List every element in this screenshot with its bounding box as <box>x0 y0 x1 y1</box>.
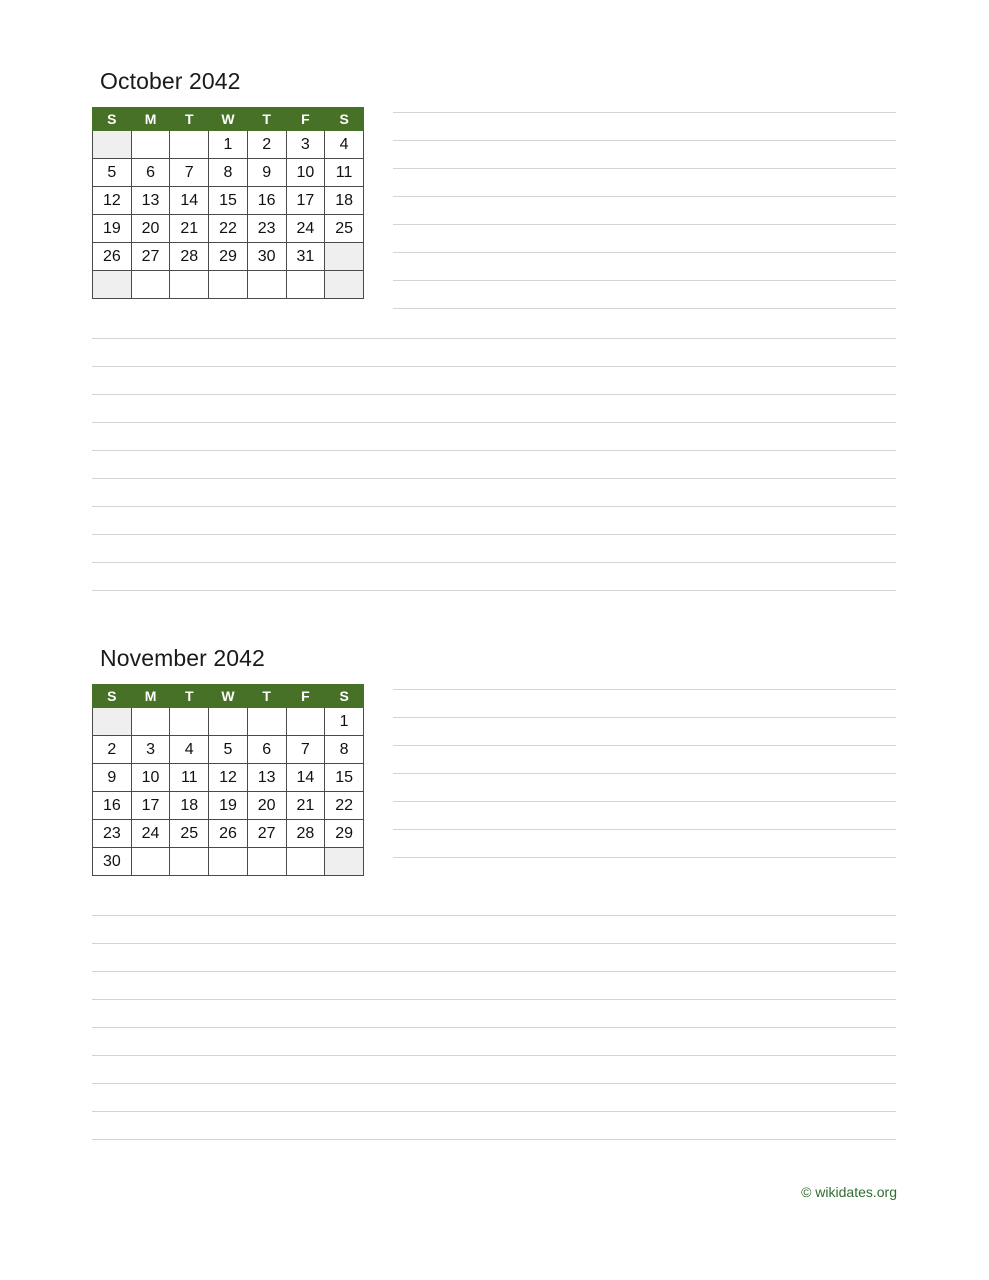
day-cell: 11 <box>170 764 209 792</box>
page-title-november: November 2042 <box>100 645 265 671</box>
day-cell: 30 <box>247 243 286 271</box>
day-cell <box>247 708 286 736</box>
note-line <box>393 140 896 141</box>
day-cell: 9 <box>247 159 286 187</box>
day-cell: 4 <box>325 131 364 159</box>
month-block-october <box>92 68 364 299</box>
day-cell: 22 <box>209 215 248 243</box>
day-cell <box>131 708 170 736</box>
note-line <box>393 689 896 690</box>
day-cell: 13 <box>131 187 170 215</box>
day-cell: 27 <box>131 243 170 271</box>
day-cell <box>131 848 170 876</box>
calendar-week-row <box>93 131 364 159</box>
day-cell: 25 <box>170 820 209 848</box>
day-cell <box>209 271 248 299</box>
day-cell <box>325 848 364 876</box>
day-cell <box>286 848 325 876</box>
day-cell: 19 <box>209 792 248 820</box>
day-cell: 17 <box>131 792 170 820</box>
day-cell: 10 <box>286 159 325 187</box>
day-cell: 29 <box>325 820 364 848</box>
day-cell: 10 <box>131 764 170 792</box>
day-cell: 6 <box>247 736 286 764</box>
note-line <box>92 478 896 479</box>
day-cell: 28 <box>170 243 209 271</box>
day-cell <box>93 131 132 159</box>
weekday-header-sun: S <box>93 108 132 131</box>
day-cell <box>286 271 325 299</box>
weekday-header-sat: S <box>325 108 364 131</box>
day-cell: 24 <box>131 820 170 848</box>
page-title-october: October 2042 <box>100 68 241 94</box>
weekday-header-row <box>93 685 364 708</box>
calendar-week-row <box>93 792 364 820</box>
day-cell: 26 <box>93 243 132 271</box>
day-cell: 21 <box>286 792 325 820</box>
month-block-november <box>92 645 364 876</box>
day-cell: 25 <box>325 215 364 243</box>
day-cell: 16 <box>247 187 286 215</box>
note-line <box>92 338 896 339</box>
weekday-header-wed: W <box>209 685 248 708</box>
day-cell: 8 <box>209 159 248 187</box>
weekday-header-thu: T <box>247 108 286 131</box>
day-cell: 14 <box>286 764 325 792</box>
day-cell: 6 <box>131 159 170 187</box>
day-cell <box>170 848 209 876</box>
calendar-week-row <box>93 187 364 215</box>
day-cell <box>247 848 286 876</box>
note-line <box>92 915 896 916</box>
day-cell: 24 <box>286 215 325 243</box>
note-line <box>92 394 896 395</box>
weekday-header-mon: M <box>131 685 170 708</box>
note-line <box>393 280 896 281</box>
note-line <box>92 422 896 423</box>
calendar-week-row <box>93 848 364 876</box>
note-line <box>393 308 896 309</box>
note-line <box>92 1139 896 1140</box>
day-cell <box>93 271 132 299</box>
weekday-header-thu: T <box>247 685 286 708</box>
footer-site-link[interactable]: wikidates.org <box>815 1184 897 1200</box>
day-cell: 4 <box>170 736 209 764</box>
copyright-symbol: © <box>801 1184 812 1200</box>
calendar-week-row <box>93 243 364 271</box>
day-cell: 30 <box>93 848 132 876</box>
day-cell: 3 <box>131 736 170 764</box>
day-cell: 23 <box>93 820 132 848</box>
note-line <box>393 773 896 774</box>
day-cell: 8 <box>325 736 364 764</box>
weekday-header-fri: F <box>286 685 325 708</box>
weekday-header-tue: T <box>170 108 209 131</box>
day-cell: 1 <box>209 131 248 159</box>
note-line <box>92 590 896 591</box>
day-cell: 27 <box>247 820 286 848</box>
note-line <box>92 999 896 1000</box>
calendar-week-row <box>93 215 364 243</box>
note-lines-bottom-full <box>92 915 896 1140</box>
note-line <box>393 112 896 113</box>
day-cell <box>131 131 170 159</box>
day-cell <box>209 848 248 876</box>
day-cell: 2 <box>247 131 286 159</box>
day-cell: 31 <box>286 243 325 271</box>
weekday-header-row <box>93 108 364 131</box>
day-cell: 20 <box>131 215 170 243</box>
day-cell: 21 <box>170 215 209 243</box>
day-cell <box>325 271 364 299</box>
day-cell: 18 <box>325 187 364 215</box>
note-line <box>92 366 896 367</box>
day-cell: 12 <box>209 764 248 792</box>
day-cell: 1 <box>325 708 364 736</box>
day-cell <box>325 243 364 271</box>
day-cell: 5 <box>209 736 248 764</box>
day-cell: 18 <box>170 792 209 820</box>
note-line <box>92 506 896 507</box>
day-cell: 9 <box>93 764 132 792</box>
note-line <box>393 801 896 802</box>
note-lines-bottom-right <box>393 689 896 858</box>
note-line <box>92 1111 896 1112</box>
calendar-week-row <box>93 736 364 764</box>
day-cell: 16 <box>93 792 132 820</box>
calendar-week-row <box>93 159 364 187</box>
note-line <box>393 857 896 858</box>
day-cell: 23 <box>247 215 286 243</box>
calendar-week-row <box>93 708 364 736</box>
note-line <box>393 196 896 197</box>
day-cell <box>93 708 132 736</box>
day-cell: 3 <box>286 131 325 159</box>
note-lines-top-right <box>393 112 896 309</box>
note-line <box>393 224 896 225</box>
day-cell: 14 <box>170 187 209 215</box>
day-cell: 7 <box>286 736 325 764</box>
note-line <box>92 562 896 563</box>
note-line <box>393 168 896 169</box>
day-cell: 15 <box>209 187 248 215</box>
day-cell <box>170 708 209 736</box>
day-cell: 11 <box>325 159 364 187</box>
calendar-week-row <box>93 764 364 792</box>
day-cell <box>170 131 209 159</box>
day-cell: 26 <box>209 820 248 848</box>
calendar-week-row <box>93 820 364 848</box>
day-cell: 20 <box>247 792 286 820</box>
note-line <box>92 943 896 944</box>
weekday-header-wed: W <box>209 108 248 131</box>
note-line <box>393 252 896 253</box>
note-line <box>92 971 896 972</box>
day-cell: 13 <box>247 764 286 792</box>
day-cell: 28 <box>286 820 325 848</box>
note-lines-top-full <box>92 338 896 591</box>
day-cell: 15 <box>325 764 364 792</box>
day-cell: 2 <box>93 736 132 764</box>
note-line <box>92 450 896 451</box>
day-cell: 22 <box>325 792 364 820</box>
calendar-week-row <box>93 271 364 299</box>
note-line <box>393 717 896 718</box>
note-line <box>92 1027 896 1028</box>
day-cell: 17 <box>286 187 325 215</box>
note-line <box>393 829 896 830</box>
day-cell <box>247 271 286 299</box>
day-cell: 7 <box>170 159 209 187</box>
day-cell: 12 <box>93 187 132 215</box>
note-line <box>393 745 896 746</box>
day-cell <box>131 271 170 299</box>
weekday-header-sun: S <box>93 685 132 708</box>
weekday-header-tue: T <box>170 685 209 708</box>
calendar-table-november <box>92 684 364 876</box>
day-cell: 29 <box>209 243 248 271</box>
weekday-header-sat: S <box>325 685 364 708</box>
day-cell <box>209 708 248 736</box>
note-line <box>92 534 896 535</box>
day-cell <box>286 708 325 736</box>
day-cell: 19 <box>93 215 132 243</box>
weekday-header-mon: M <box>131 108 170 131</box>
footer-credit <box>801 1184 897 1200</box>
day-cell: 5 <box>93 159 132 187</box>
weekday-header-fri: F <box>286 108 325 131</box>
note-line <box>92 1083 896 1084</box>
day-cell <box>170 271 209 299</box>
note-line <box>92 1055 896 1056</box>
calendar-table-october <box>92 107 364 299</box>
